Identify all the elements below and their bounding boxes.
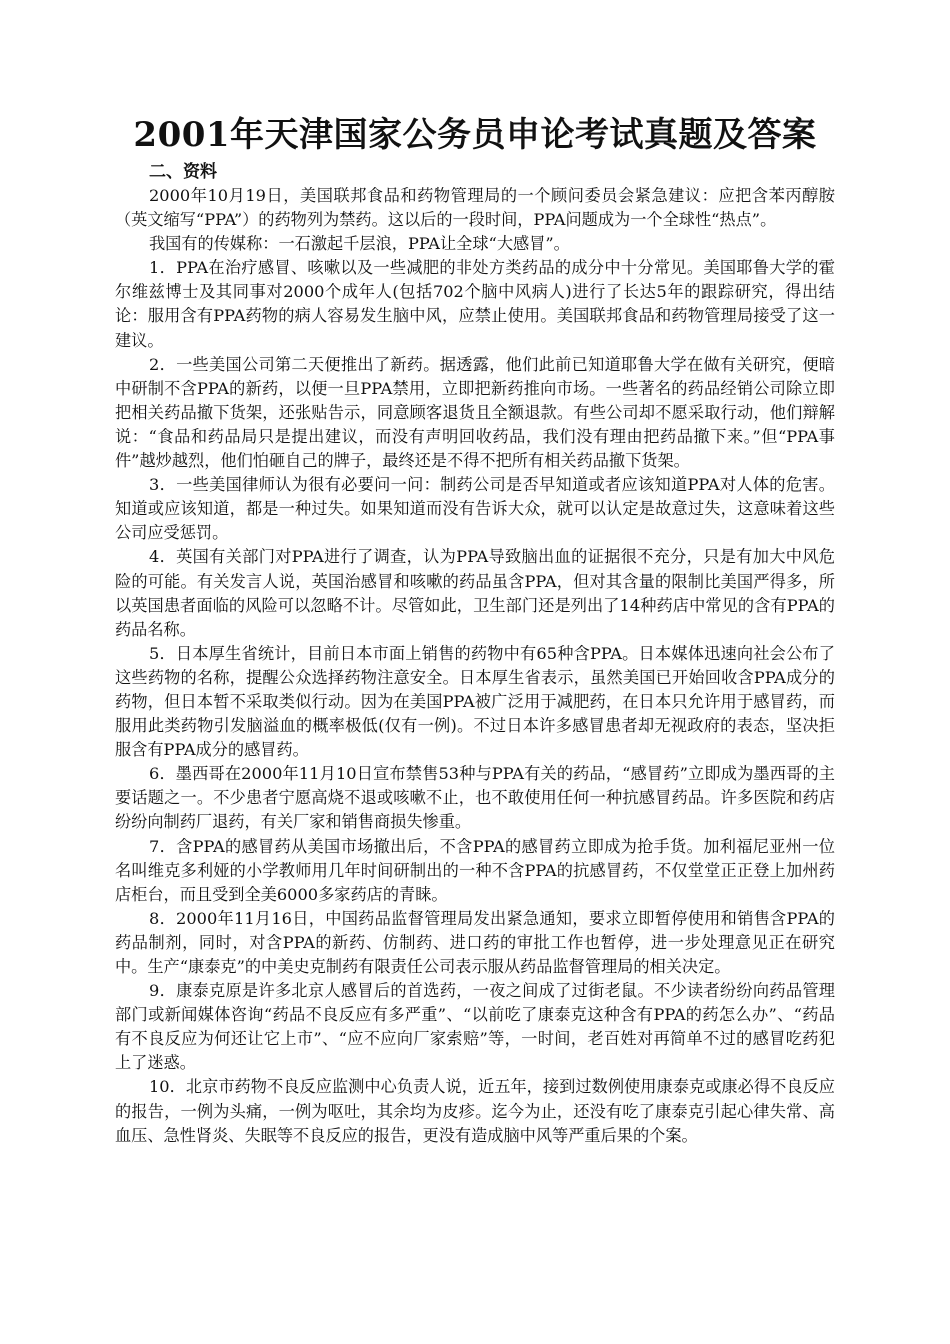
paragraph-item-5: 5．日本厚生省统计，目前日本市面上销售的药物中有65种含PPA。日本媒体迅速向社会公布了这些药物的名称，提醒公众选择药物注意安全。日本厚生省表示，虽然美国已开始回收含PPA成分的药物，但日本暂不采取类似行动。因为在美国PPA被广泛用于减肥药，在日本只允许用于感冒药，而服用此类药物引发脑溢血的概率极低(仅有一例)。不过日本许多感冒患者却无视政府的表态，坚决拒服含有PPA成分的感冒药。	[115, 643, 835, 760]
paragraph-item-1: 1．PPA在治疗感冒、咳嗽以及一些减肥的非处方类药品的成分中十分常见。美国耶鲁大学的霍尔维兹博士及其同事对2000个成年人(包括702个脑中风病人)进行了长达5年的跟踪研究，得出结论：服用含有PPA药物的病人容易发生脑中风，应禁止使用。美国联邦食品和药物管理局接受了这一建议。	[115, 258, 835, 350]
paragraph-item-6: 6．墨西哥在2000年11月10日宣布禁售53种与PPA有关的药品，“感冒药”立即成为墨西哥的主要话题之一。不少患者宁愿高烧不退或咳嗽不止，也不敢使用任何一种抗感冒药品。许多医院和药店纷纷向制药厂退药，有关厂家和销售商损失惨重。	[115, 764, 835, 832]
section-heading: 二、资料	[149, 162, 217, 182]
paragraph-media: 我国有的传媒称：一石激起千层浪，PPA让全球“大感冒”。	[149, 234, 570, 254]
paragraph-intro: 2000年10月19日，美国联邦食品和药物管理局的一个顾问委员会紧急建议：应把含苯丙醇胺（英文缩写“PPA”）的药物列为禁药。这以后的一段时间，PPA问题成为一个全球性“热点”。	[115, 186, 835, 230]
document-body	[115, 184, 835, 1148]
paragraph-item-9: 9．康泰克原是许多北京人感冒后的首选药，一夜之间成了过街老鼠。不少读者纷纷向药品管理部门或新闻媒体咨询“药品不良反应有多严重”、“以前吃了康泰克这种含有PPA的药怎么办”、“药品有不良反应为何还让它上市”、“应不应向厂家索赔”等，一时间，老百姓对再简单不过的感冒吃药犯上了迷惑。	[115, 981, 835, 1073]
document-title: 2001年天津国家公务员申论考试真题及答案	[133, 115, 817, 155]
paragraph-item-3: 3．一些美国律师认为很有必要问一问：制药公司是否早知道或者应该知道PPA对人体的危害。知道或应该知道，都是一种过失。如果知道而没有告诉大众，就可以认定是故意过失，这意味着这些公司应受惩罚。	[115, 475, 835, 543]
paragraph-item-2: 2．一些美国公司第二天便推出了新药。据透露，他们此前已知道耶鲁大学在做有关研究，便暗中研制不含PPA的新药，以便一旦PPA禁用，立即把新药推向市场。一些著名的药品经销公司除立即把相关药品撤下货架，还张贴告示，同意顾客退货且全额退款。有些公司却不愿采取行动，他们辩解说：“食品和药品局只是提出建议，而没有声明回收药品，我们没有理由把药品撤下来。”但“PPA事件”越炒越烈，他们怕砸自己的牌子，最终还是不得不把所有相关药品撤下货架。	[115, 354, 835, 471]
paragraph-item-8: 8．2000年11月16日，中国药品监督管理局发出紧急通知，要求立即暂停使用和销售含PPA的药品制剂，同时，对含PPA的新药、仿制药、进口药的审批工作也暂停，进一步处理意见正在研究中。生产“康泰克”的中美史克制药有限责任公司表示服从药品监督管理局的相关决定。	[115, 908, 835, 976]
paragraph-item-7: 7．含PPA的感冒药从美国市场撤出后，不含PPA的感冒药立即成为抢手货。加利福尼亚州一位名叫维克多利娅的小学教师用几年时间研制出的一种不含PPA的抗感冒药，不仅堂堂正正登上加州药店柜台，而且受到全美6000多家药店的青睐。	[115, 836, 835, 904]
paragraph-item-10: 10．北京市药物不良反应监测中心负责人说，近五年，接到过数例使用康泰克或康必得不良反应的报告，一例为头痛，一例为呕吐，其余均为皮疹。迄今为止，还没有吃了康泰克引起心律失常、高血压、急性肾炎、失眠等不良反应的报告，更没有造成脑中风等严重后果的个案。	[115, 1077, 835, 1145]
paragraph-item-4: 4．英国有关部门对PPA进行了调查，认为PPA导致脑出血的证据很不充分，只是有加大中风危险的可能。有关发言人说，英国治感冒和咳嗽的药品虽含PPA，但对其含量的限制比美国严得多，所以英国患者面临的风险可以忽略不计。尽管如此，卫生部门还是列出了14种药店中常见的含有PPA的药品名称。	[115, 547, 835, 639]
document-page	[115, 112, 835, 1148]
